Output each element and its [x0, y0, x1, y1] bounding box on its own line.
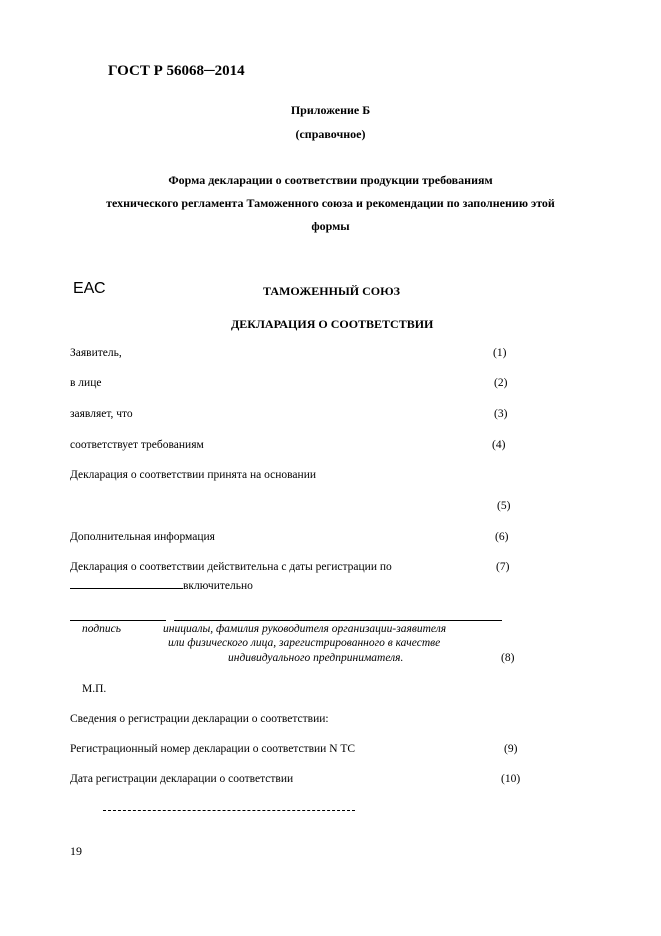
- field-number-3: (3): [494, 408, 508, 420]
- field-number-2: (2): [494, 377, 508, 389]
- names-caption-line-3: индивидуального предпринимателя.: [228, 652, 404, 664]
- field-number-6: (6): [495, 531, 509, 543]
- field-number-4: (4): [492, 439, 506, 451]
- field-number-9: (9): [504, 743, 518, 755]
- registration-date-label: Дата регистрации декларации о соответствии: [70, 773, 294, 785]
- annex-heading-line-1: Форма декларации о соответствии продукции требованиям: [168, 173, 493, 187]
- registration-number-label: Регистрационный номер декларации о соответствии N ТС: [70, 743, 356, 755]
- annex-heading-line-2: технического регламента Таможенного союза и рекомендации по заполнению этой: [106, 196, 555, 210]
- validity-label: Декларация о соответствии действительна с даты регистрации по: [70, 561, 392, 573]
- additional-info-label: Дополнительная информация: [70, 531, 215, 543]
- field-number-10: (10): [501, 773, 521, 785]
- inclusive-label: включительно: [183, 580, 253, 592]
- signature-line: [70, 620, 166, 621]
- customs-union-title: ТАМОЖЕННЫЙ СОЮЗ: [263, 284, 400, 298]
- eac-mark: ЕАС: [73, 280, 106, 297]
- document-code: ГОСТ Р 56068─2014: [108, 63, 245, 79]
- dashed-rule: [103, 810, 355, 811]
- basis-label: Декларация о соответствии принята на основании: [70, 469, 316, 481]
- stamp-place-label: М.П.: [82, 683, 107, 695]
- names-caption-line-1: инициалы, фамилия руководителя организации-заявителя: [163, 623, 447, 635]
- field-number-7: (7): [496, 561, 510, 573]
- signature-caption: подпись: [82, 623, 122, 635]
- registration-info-title: Сведения о регистрации декларации о соответствии:: [70, 713, 329, 725]
- field-number-1: (1): [493, 347, 507, 359]
- annex-subtitle: (справочное): [295, 127, 366, 141]
- annex-heading-line-3: формы: [311, 219, 350, 233]
- applicant-label: Заявитель,: [70, 347, 122, 359]
- page-number: 19: [70, 844, 82, 858]
- names-caption-line-2: или физического лица, зарегистрированного в качестве: [168, 637, 441, 649]
- field-number-5: (5): [497, 500, 511, 512]
- annex-title: Приложение Б: [290, 103, 371, 117]
- declaration-title: ДЕКЛАРАЦИЯ О СООТВЕТСТВИИ: [231, 317, 434, 331]
- names-line: [174, 620, 502, 621]
- validity-until-line: [70, 576, 253, 592]
- represented-by-label: в лице: [70, 377, 102, 389]
- field-number-8: (8): [501, 652, 515, 664]
- declares-label: заявляет, что: [70, 408, 133, 420]
- validity-date-blank: [70, 576, 183, 589]
- complies-label: соответствует требованиям: [70, 439, 204, 451]
